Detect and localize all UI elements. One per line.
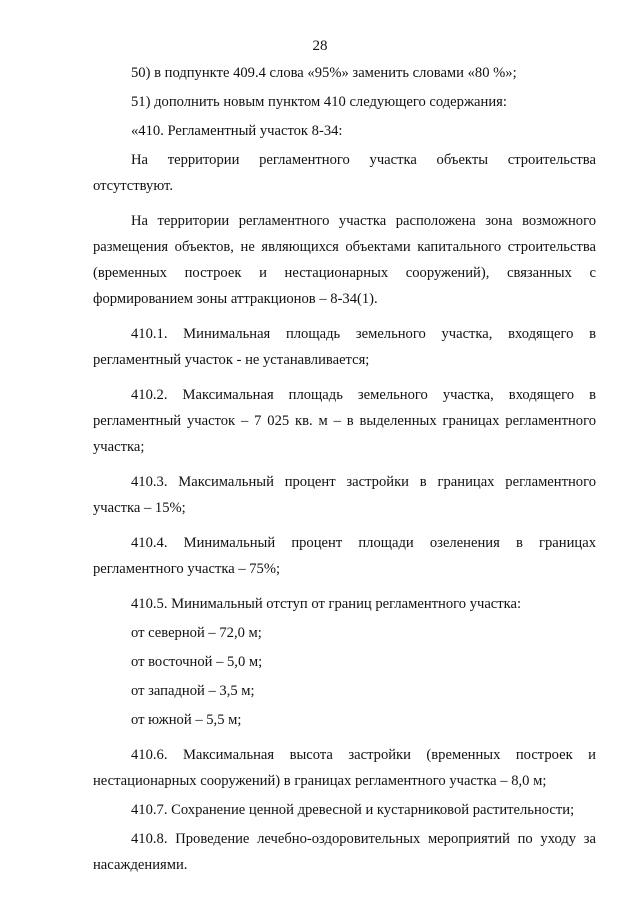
setback-east: от восточной – 5,0 м; <box>131 654 263 670</box>
paragraph-410-8: 410.8. Проведение лечебно-оздоровительных мероприятий по уходу за насаждениями. <box>93 831 596 873</box>
setback-north: от северной – 72,0 м; <box>131 625 262 641</box>
paragraph-no-construction: На территории регламентного участка объекты строительства отсутствуют. <box>93 152 596 194</box>
paragraph-410-3: 410.3. Максимальный процент застройки в границах регламентного участка – 15%; <box>93 474 596 516</box>
paragraph-410-4: 410.4. Минимальный процент площади озеленения в границах регламентного участка – 75%; <box>93 535 596 577</box>
paragraph-410-5: 410.5. Минимальный отступ от границ регламентного участка: <box>131 596 522 612</box>
paragraph-410-6: 410.6. Максимальная высота застройки (временных построек и нестационарных сооружений) в границах регламентного участка – 8,0 м; <box>93 747 596 789</box>
paragraph-410-2: 410.2. Максимальная площадь земельного участка, входящего в регламентный участок – 7 025 кв. м – в выделенных границах регламентного участка; <box>93 387 596 455</box>
page-number: 28 <box>312 38 328 54</box>
paragraph-amendment-50: 50) в подпункте 409.4 слова «95%» заменить словами «80 %»; <box>131 65 517 81</box>
setback-south: от южной – 5,5 м; <box>131 712 242 728</box>
document-body <box>93 60 596 878</box>
paragraph-410-1: 410.1. Минимальная площадь земельного участка, входящего в регламентный участок - не устанавливается; <box>93 326 596 368</box>
paragraph-section-410-heading: «410. Регламентный участок 8-34: <box>131 123 343 139</box>
paragraph-attraction-zone: На территории регламентного участка расположена зона возможного размещения объектов, не являющихся объектами капитального строительства (временных построек и нестационарных сооружений), связанных с формированием зоны аттракционов – 8-34(1). <box>93 213 596 307</box>
paragraph-410-7: 410.7. Сохранение ценной древесной и кустарниковой растительности; <box>131 802 575 818</box>
setback-west: от западной – 3,5 м; <box>131 683 255 699</box>
paragraph-amendment-51: 51) дополнить новым пунктом 410 следующего содержания: <box>131 94 507 110</box>
